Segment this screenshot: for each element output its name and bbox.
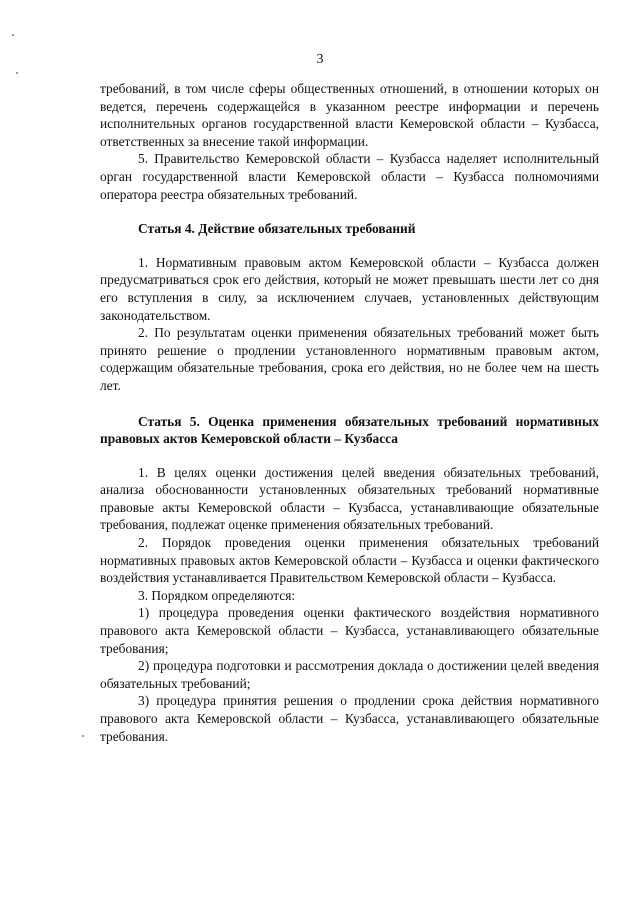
scan-speck: [16, 72, 18, 74]
page-number: 3: [316, 52, 324, 67]
article-5-paragraph-2: 2. Порядок проведения оценки применения обязательных требований нормативных правовых актов Кемеровской области – Кузбасса и оценки фактического воздействия устанавливается Правительством Кемеровской области – Кузбасса.: [100, 535, 599, 586]
paragraph-item-5: 5. Правительство Кемеровской области – Кузбасса наделяет исполнительный орган государственной власти Кемеровской области – Кузбасса полномочиями оператора реестра обязательных требований.: [100, 151, 599, 202]
paragraph-continuation: требований, в том числе сферы общественных отношений, в отношении которых он ведется, перечень содержащейся в указанном реестре информации и перечень исполнительных органов государственной власти Кемеровской области – Кузбасса, ответственных за внесение такой информации.: [100, 81, 599, 149]
article-5-subitem-2: 2) процедура подготовки и рассмотрения доклада о достижении целей введения обязательных требований;: [100, 658, 599, 691]
article-5-paragraph-1: 1. В целях оценки достижения целей введения обязательных требований, анализа обоснованности установленных обязательных требований нормативные правовые акты Кемеровской области – Кузбасса, устанавливающие обязательные требования, подлежат оценке применения обязательных требований.: [100, 464, 599, 533]
article-4-title: Статья 4. Действие обязательных требований: [138, 221, 416, 237]
article-5-title: Статья 5. Оценка применения обязательных требований нормативных правовых актов Кемеровской области – Кузбасса: [100, 413, 599, 447]
article-5-paragraph-3: 3. Порядком определяются:: [138, 587, 296, 603]
article-5-subitem-3: 3) процедура принятия решения о продлении срока действия нормативного правового акта Кемеровской области – Кузбасса, устанавливающего обязательные требования.: [100, 693, 599, 744]
document-body: [100, 80, 599, 745]
article-5-subitem-1: 1) процедура проведения оценки фактического воздействия нормативного правового акта Кемеровской области – Кузбасса, устанавливающего обязательные требования;: [100, 605, 599, 656]
article-4-paragraph-2: 2. По результатам оценки применения обязательных требований может быть принято решение о продлении установленного нормативным правовым актом, содержащим обязательные требования, срока его действия, но не более чем на шесть лет.: [100, 325, 599, 393]
scan-speck: [82, 735, 84, 737]
article-4-paragraph-1: 1. Нормативным правовым актом Кемеровской области – Кузбасса должен предусматриваться срок его действия, который не может превышать шести лет со дня его вступления в силу, за исключением случаев, установленных действующим законодательством.: [100, 254, 599, 323]
scan-speck: [12, 34, 14, 36]
